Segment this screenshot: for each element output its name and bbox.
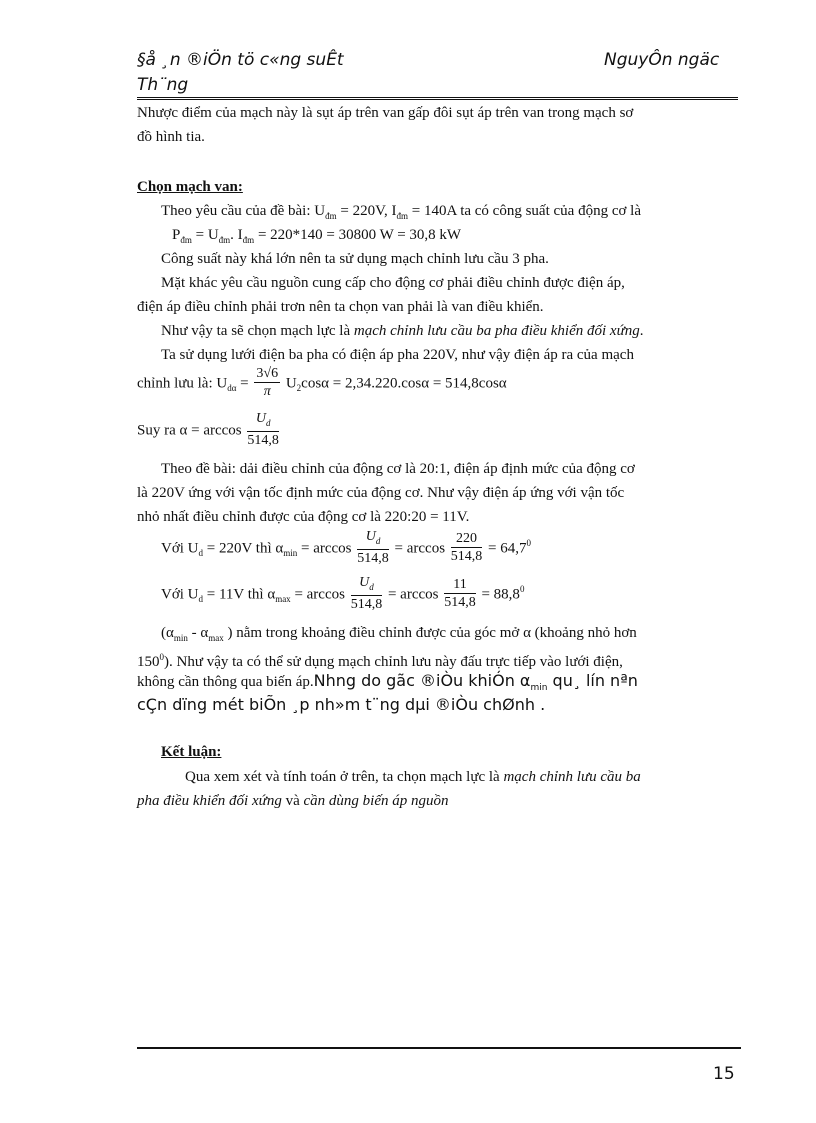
paragraph-requirements: Theo yêu cầu của đề bài: $U_{đm} = 220V$, $I_{đm} = 140A$ ta có công suất của động cơ là — [161, 203, 641, 221]
header-author: NguyÔn ngäc — [604, 50, 720, 70]
fraction-ud-over-514-min: $\frac{U_d}{514,8}$ — [357, 529, 389, 566]
equation-alpha: Suy ra α = arccos $\frac{U_d}{514,8}$ — [137, 411, 279, 448]
equation-alpha-max: Với $U_d = 11V$ thì $\alpha_{max} = \arccos$ $\frac{U_d}{514,8}$ = arccos $\frac{11}{514,8}$ = $88,8^0$ — [161, 575, 525, 612]
fraction-ud-over-514: $\frac{U_d}{514,8}$ — [247, 411, 279, 448]
section-heading-ket-luan: Kết luận: — [161, 744, 222, 760]
header-title-left: §å ¸n ®iÖn tö c«ng suÊt — [137, 50, 344, 70]
equation-alpha-min: Với $U_d = 220V$ thì $\alpha_{min} = \arccos$ $\frac{U_d}{514,8}$ = arccos $\frac{220}{514,8}$ = $64,7^0$ — [161, 529, 531, 566]
paragraph-alpha-range-line-1: ($\alpha_{min} - \alpha_{max}$ ) nằm trong khoảng điều chỉnh được của góc mở α (khoảng nhỏ hơn — [161, 625, 637, 643]
paragraph-voltage-line-2: điện áp điều chỉnh phải trơn nên ta chọn van phải là van điều khiển. — [137, 299, 544, 315]
header-rule-bottom — [137, 99, 738, 100]
conclusion-line-1: Qua xem xét và tính toán ở trên, ta chọn mạch lực là mạch chỉnh lưu cầu ba — [185, 769, 641, 785]
page-number: 15 — [713, 1064, 735, 1084]
paragraph-alpha-range-line-3: không cần thông qua biến áp.Nhng do gãc ®iÒu khiÓn $\alpha_{min}$ qu¸ lín nªn — [137, 671, 638, 693]
conclusion-line-2: pha điều khiển đối xứng và cần dùng biến áp nguồn — [137, 793, 449, 809]
fraction-3root6-over-pi: $\frac{3√6}{\pi}$ — [256, 366, 279, 399]
footer-rule — [137, 1047, 741, 1049]
paragraph-range-line-1: Theo đề bài: dải điều chỉnh của động cơ là 20:1, điện áp định mức của động cơ — [161, 461, 635, 477]
paragraph-power-note: Công suất này khá lớn nên ta sử dụng mạch chỉnh lưu cầu 3 pha. — [161, 251, 549, 267]
paragraph-range-line-2: là 220V ứng với vận tốc định mức của động cơ. Như vậy điện áp ứng với vận tốc — [137, 485, 625, 501]
paragraph-grid: Ta sử dụng lưới điện ba pha có điện áp pha 220V, như vậy điện áp ra của mạch — [161, 347, 634, 363]
fraction-ud-over-514-max: $\frac{U_d}{514,8}$ — [350, 575, 383, 612]
paragraph-voltage-line-1: Mặt khác yêu cầu nguồn cung cấp cho động cơ phải điều chỉnh được điện áp, — [161, 275, 625, 291]
section-heading-chon-mach-van: Chọn mạch van: — [137, 179, 243, 195]
fraction-11-over-514: $\frac{11}{514,8}$ — [444, 576, 476, 610]
fraction-220-over-514: $\frac{220}{514,8}$ — [450, 530, 483, 564]
intro-line-1: Nhược điểm của mạch này là sụt áp trên van gấp đôi sụt áp trên van trong mạch sơ — [137, 105, 634, 121]
paragraph-alpha-range-line-2: $150^0$). Như vậy ta có thể sử dụng mạch chỉnh lưu này đấu trực tiếp vào lưới điện, — [137, 652, 623, 670]
paragraph-circuit-choice: Như vậy ta sẽ chọn mạch lực là mạch chỉnh lưu cầu ba pha điều khiển đối xứng. — [161, 323, 644, 339]
equation-output-voltage: chỉnh lưu là: $U_{d\alpha}$ = $\frac{3√6}{\pi}$ $U_2\cos\alpha = 2,34.220.\cos\alpha = 514,8\cos\alpha$ — [137, 366, 507, 399]
paragraph-range-line-3: nhỏ nhất điều chỉnh được của động cơ là 220:20 = 11V. — [137, 509, 470, 525]
paragraph-alpha-range-line-4: cÇn dïng mét biÕn ¸p nh»m t¨ng dµi ®iÒu chØnh . — [137, 695, 546, 714]
equation-power: $P_{đm} = U_{đm}$. $I_{đm} = 220*140 = 30800$ W = 30,8 kW — [172, 227, 462, 245]
header-title-left-cont: Th¨ng — [137, 75, 189, 95]
header-rule-top — [137, 97, 738, 98]
intro-line-2: đồ hình tia. — [137, 129, 205, 145]
